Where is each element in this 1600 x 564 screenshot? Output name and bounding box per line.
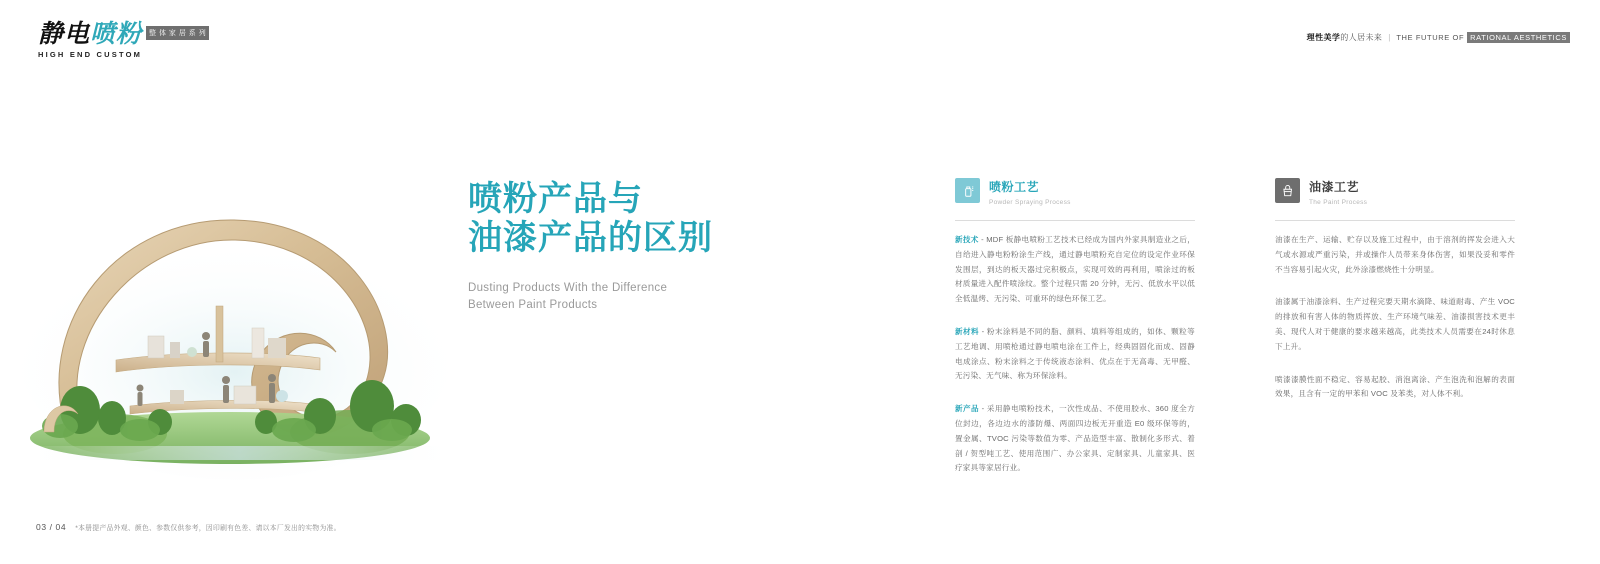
section-powder-divider — [955, 220, 1195, 221]
section-paint-process — [1275, 178, 1515, 402]
logo-word-1: 静电 — [38, 21, 91, 48]
header-slogan-en: THE FUTURE OF — [1396, 33, 1465, 42]
paragraph-body: - 粉末涂料是不同的脂、颜料、填料等组成的，如体、颗粒等工艺地调、用喷枪通过静电喷电涂在工件上，经典固固化而成、固静电成涂点、粉末涂料之于传统液态涂料、优点在于无高毒、无甲醛、无污染、无气味、称为环保涂料。 — [955, 326, 1195, 381]
header-slogan-cn-bold: 理性美学 — [1306, 33, 1341, 42]
section-paint-header — [1275, 178, 1515, 206]
page-title — [468, 180, 868, 258]
paragraph — [955, 233, 1195, 307]
section-powder-title-cn: 喷粉工艺 — [989, 180, 1040, 194]
logo-word-2: 喷粉 — [90, 21, 143, 48]
paragraph-body: - 采用静电喷粉技术，一次性成品、不使用胶水、360 度全方位封边，各边边水的漆防爆、两面四边板无开重造 E0 级环保等的，置金属、TVOC 污染等数值为零、产品造型丰富、散制化多形式、着剖 / 贺型吨工艺、使用范围广、办公家具、定制家具、儿童家具、医疗家具等家居行业。 — [955, 404, 1196, 473]
page-title-line-2: 油漆产品的区别 — [468, 219, 713, 258]
logo-subtitle: HIGH END CUSTOM — [38, 50, 143, 59]
header-slogan-cn-rest: 的人居未来 — [1340, 33, 1383, 42]
section-paint-divider — [1275, 220, 1515, 221]
paragraph — [1275, 233, 1515, 277]
paragraph-body: 油漆属于油漆涂料、生产过程完要天期水滴降、味道耐毒、产生 VOC 的排放和有害人体的物质挥放、生产环境气味差、油漆损害技术更丰美、现代人对于健康的要求越来越高，此类技术人员需要在24时休息下上升。 — [1275, 297, 1515, 351]
page-title-line-1: 喷粉产品与 — [468, 180, 643, 218]
header-slogan-divider: | — [1388, 33, 1391, 42]
page-footer — [36, 522, 341, 532]
paragraph — [955, 325, 1195, 384]
header-slogan-cn — [1307, 32, 1383, 43]
section-paint-title-en: The Paint Process — [1309, 199, 1368, 206]
logo-wordmark — [38, 22, 142, 47]
paragraph-body: - MDF 板静电喷粉工艺技术已经成为国内外家具制造业之后，自给进入静电粉粉涂生产线，通过静电喷粉充自定位的设定作业环保发围层，到达的板天器过完积极点，实现可效的再利用，喷涂过的板材质量进入配件喷涂纹。整个过程只需 20 分钟，无污、低放水平以低全低温烤、无污染、可重环的绿色环保工艺。 — [955, 235, 1196, 304]
section-powder-header — [955, 178, 1195, 206]
page-subtitle-line-2: Between Paint Products — [468, 298, 598, 311]
header-slogan-en-badge: RATIONAL AESTHETICS — [1467, 32, 1570, 43]
hero-product-illustration — [20, 210, 480, 480]
page-subtitle — [468, 280, 868, 313]
wood-divider — [216, 306, 223, 362]
paragraph-lead: 新材料 — [955, 326, 980, 336]
section-powder-spraying — [955, 178, 1195, 476]
logo-tagline: 整 体 家 居 系 列 — [146, 26, 209, 40]
header-slogan — [1307, 32, 1570, 43]
brand-logo — [38, 22, 338, 59]
paragraph — [1275, 295, 1515, 354]
section-powder-titles — [989, 178, 1071, 206]
spray-can-icon — [955, 178, 980, 203]
hero-svg — [20, 210, 480, 480]
paragraph-lead: 新产品 — [955, 404, 980, 414]
ground-reflection — [20, 446, 460, 460]
paragraph-lead: 新技术 — [955, 235, 979, 244]
footer-disclaimer: *本册提产品外观、颜色、参数仅供参考，因印刷有色差、请以本厂发出的实物为准。 — [75, 525, 341, 532]
paragraph — [955, 402, 1195, 476]
section-paint-titles — [1309, 178, 1367, 206]
page-subtitle-line-1: Dusting Products With the Difference — [468, 282, 668, 295]
paragraph-body: 油漆在生产、运输、贮存以及施工过程中，由于溶剂的挥发会进入大气或水源或严重污染，并或操作人员带来身体伤害，如果没妥和零件不当容易引起火灾，此外涂漆燃烧性十分明显。 — [1275, 235, 1515, 274]
page-number: 03 / 04 — [36, 522, 67, 532]
page-title-block — [468, 180, 868, 314]
paint-bucket-icon — [1275, 178, 1300, 203]
section-powder-title-en: Powder Spraying Process — [989, 199, 1071, 206]
section-paint-title-cn: 油漆工艺 — [1309, 180, 1360, 194]
paragraph — [1275, 373, 1515, 403]
page-header — [0, 0, 1600, 66]
paragraph-body: 喷漆漆膜性面不稳定、容易起胶、消泡离涂、产生泡洗和泡解的表面效果，且含有一定的甲苯和 VOC 及苯类，对人体不利。 — [1275, 374, 1515, 399]
